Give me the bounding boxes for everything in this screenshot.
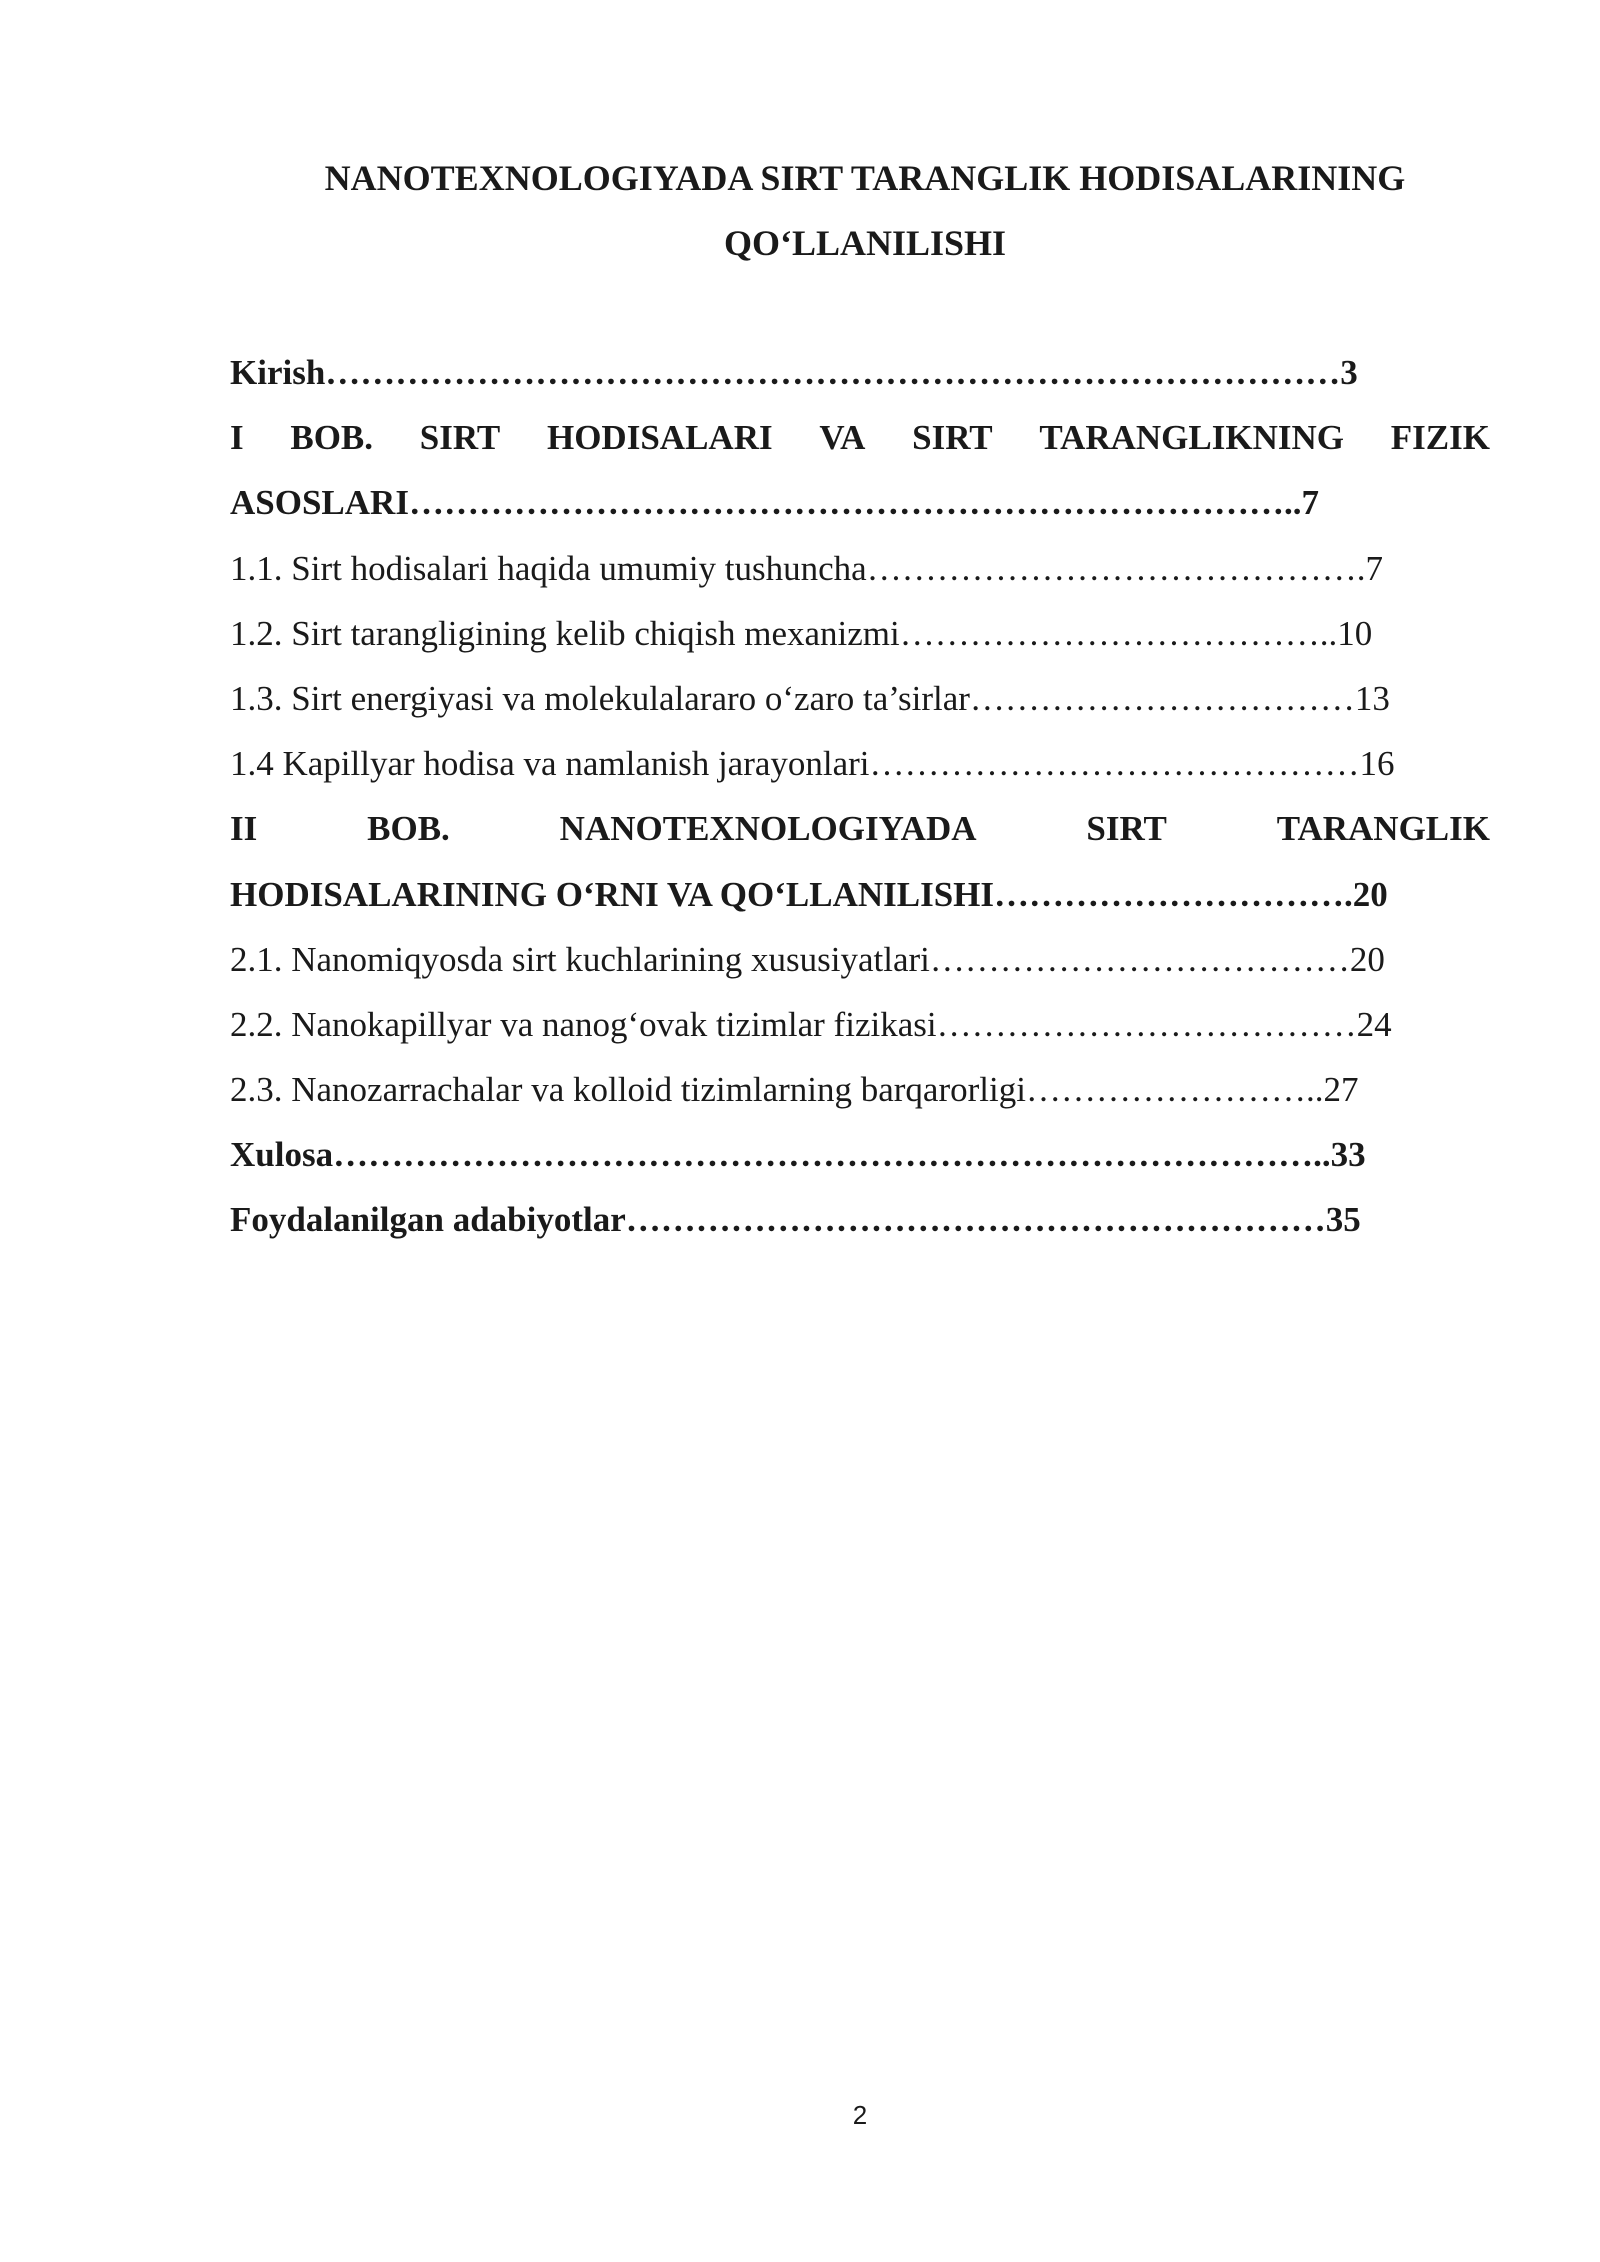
toc-entry-kirish: Kirish……………………………………………………………………………3 [230,353,1358,392]
page-number: 2 [852,2100,868,2130]
toc-entry-bob2-line2: HODISALARINING O‘RNI VA QO‘LLANILISHI………………………….20 [230,874,1388,914]
toc-entry-1-1: 1.1. Sirt hodisalari haqida umumiy tushuncha…………………………………….7 [230,548,1383,588]
toc-word: II [230,809,258,849]
toc-word: BOB. [367,809,450,849]
toc-entry-bob2-line1 [230,796,1490,861]
document-title [230,146,1500,276]
title-line-1: NANOTEXNOLOGIYADA SIRT TARANGLIK HODISALARINING [324,158,1406,198]
title-line-2: QO‘LLANILISHI [723,223,1007,263]
toc-entry-bob1-line1 [230,405,1490,470]
toc-word: SIRT [912,418,993,458]
toc-entry-adabiyotlar: Foydalanilgan adabiyotlar……………………………………………………35 [230,1200,1361,1240]
toc-word: SIRT [1086,809,1167,849]
toc-word: BOB. [290,418,374,458]
table-of-contents [230,340,1490,1253]
toc-word: SIRT [419,418,501,458]
toc-entry-1-3: 1.3. Sirt energiyasi va molekulalararo o‘zaro ta’sirlar……………………………13 [230,678,1390,718]
toc-word: VA [819,418,866,458]
toc-word: FIZIK [1390,418,1490,458]
toc-word: I [230,418,244,458]
toc-entry-2-1: 2.1. Nanomiqyosda sirt kuchlarining xususiyatlari………………………………20 [230,939,1385,979]
toc-word: NANOTEXNOLOGIYADA [559,809,977,849]
toc-word: TARANGLIKNING [1039,418,1344,458]
toc-entry-2-2: 2.2. Nanokapillyar va nanog‘ovak tizimlar fizikasi………………………………24 [230,1004,1392,1044]
toc-entry-1-2: 1.2. Sirt tarangligining kelib chiqish mexanizmi………………………………..10 [230,613,1373,653]
toc-word: HODISALARI [546,418,773,458]
toc-entry-1-4: 1.4 Kapillyar hodisa va namlanish jarayonlari……………………………………16 [230,744,1395,784]
toc-entry-2-3: 2.3. Nanozarrachalar va kolloid tizimlarning barqarorligi……………………..27 [230,1070,1359,1110]
toc-word: TARANGLIK [1276,809,1490,849]
toc-entry-xulosa: Xulosa…………………………………………………………………………..33 [230,1135,1366,1175]
toc-entry-bob1-line2: ASOSLARI…………………………………………………………………..7 [230,483,1319,523]
